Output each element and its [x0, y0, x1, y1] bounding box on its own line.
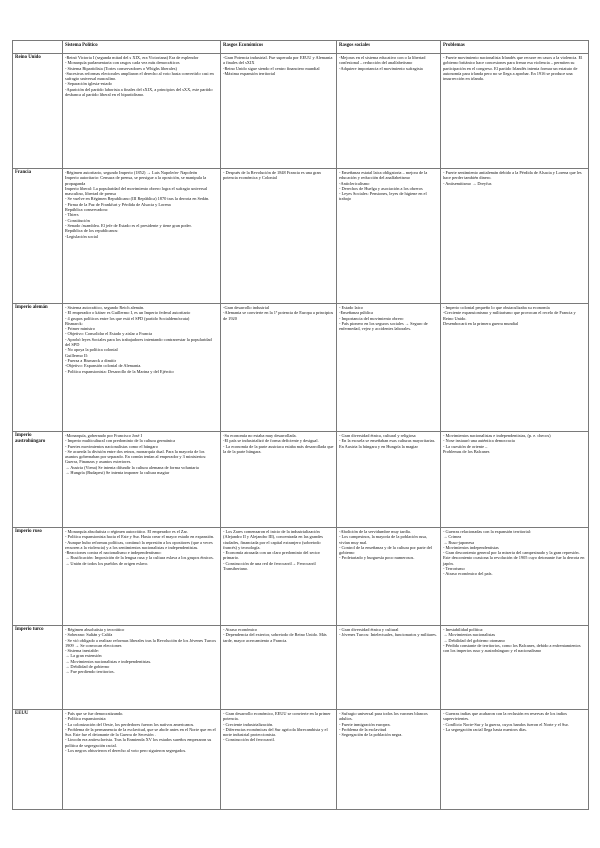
cell-politico: - País que se fue democratizando. - Política expansionista - La colonización del Oeste, los perdedores fueron los nativos americanos. - Problema de la permanencia de la esclavitud, que se abole antes en el Norte que en el Sur. Este fue el detonante de la Guerra de Secesión . - Lincoln era antiesclavista. Tras la Enmienda XV los estados sureños empezaron su política de segregación racial. - Los negros obtuvieron el derecho al voto pero siguieron segregados. [63, 709, 221, 809]
cell-economicos: - Los Zares comenzaron el inicio de la industrialización (Alejandro II y Alejandro III), concentrada en las grandes ciudades, financiada por el capital extranjero (sobretodo francés) y tecnología. - Economía atrasada con un claro predominio del sector primario. - Construcción de una red de ferrocarril→ Ferrocarril Transiberiano. [221, 527, 337, 625]
cell-sociales: - Gran diversidad étnica, cultural y religiosa - En la escuela se enseñaban esas culturas mayoritarias. En Austria la húngara y en Hungría la magiar [337, 431, 441, 527]
cell-sociales: -Abolición de la servidumbre muy tardía. - Los campesinos, la mayoría de la población rusa, vivían muy mal. - Control de la enseñanza y de la cultura por parte del gobierno - Proletariado y burguesía poco numerosos. [337, 527, 441, 625]
cell-sociales: - Sufragio universal para todos los varones blancos adultos. - Fuerte inmigración europea. - Problema de la esclavitud - Segregación de la población negra. [337, 709, 441, 809]
header-row [13, 41, 589, 54]
cell-problemas: - Imperio colonial pequeño lo que obstaculizaba su economía -Creciente expansionismo y militarismo que provocan el recelo de Francia y Reino Unido. Desembocará en la primera guerra mundial [441, 303, 589, 431]
cell-politico: - Monarquía absolutista o régimen autocrático. El emperador es el Zar. - Política expansionista hacia el Este y Sur. Hasta crear el mayor estado en expansión. - Aunque hubo reformas políticas, continuó la represión a los opositores (que a veces recurren a la violencia) y a los sentimientos nacionalistas e independentistas. -Reacciones contra el nacionalismo e independentismo: → Rusificación: Imposición de la lengua rusa y la cultura eslava a los grupos étnicos. → Unión de todos los pueblos de origen eslavo. [63, 527, 221, 625]
cell-sociales: - Estado laico -Enseñanza pública - Importancia del movimiento obrero - País pionero en los seguros sociales → Seguro de enfermedad, vejez y accidentes laborales. [337, 303, 441, 431]
table-row [13, 625, 589, 709]
table-row [13, 709, 589, 809]
table-row [13, 527, 589, 625]
cell-economicos: -Gran Potencia industrial. Fue superada por EEUU y Alemania a finales del sXIX -Reino Unido sigue siendo el centro financiero mundial -Máxima expansión territorial [221, 53, 337, 168]
header-country [13, 41, 63, 54]
cell-problemas: - Fuerte sentimiento antialemán debido a la Pérdida de Alsacia y Lorena que les hace perder también dinero. - Antisemitismo → Dreyfus [441, 168, 589, 303]
cell-problemas: - Guerras indias que acabaron con la reclusión en reservas de los indios supervivientes. - Conflicto Norte-Sur y la guerra, cuyos bandos fueron el Norte y el Sur. - La segregación racial llega hasta nuestros días. [441, 709, 589, 809]
header-problemas: Problemas [441, 41, 589, 54]
cell-problemas: - Movimientos nacionalistas e independentistas, (p. e. checos) - Nose instauró una auténtica democracia - La cuestión de oriente – Problemas de los Balcanes [441, 431, 589, 527]
header-politico: Sistema Político [63, 41, 221, 54]
cell-politico: - Régimen absolutista y teocrático - Soberano: Sultán y Califa - Se vió obligado a realizar reformas liberales tras la Revolución de los Jóvenes Turcos 1909 → Se convocan elecciones - Sistema inestable: → La gran extensión → Movimientos nacionalistas e independentistas. → Debilidad de gobierno → Fue perdiendo territorios. [63, 625, 221, 709]
header-sociales: Rasgos sociales [337, 41, 441, 54]
table-row [13, 168, 589, 303]
header-economicos: Rasgos Económicos [221, 41, 337, 54]
cell-politico: - Sistema autocrático, segundo Reich alemán. - El emperador o káiser es Guillermo I, es un Imperio federal autoritario - 4 grupos políticos entre los que está el SPD (partido Socialdemócrata) Bismarck: - Primer ministro - Objetivo: Consolidar el Estado y aislar a Francia - Aprobó leyes Sociales para los trabajadores intentando contrarrestar la popularidad del SPD - No apoya la política colonial Guillermo II: - Fuerza a Bismarck a dimitir -Objetivo: Expansión colonial de Alemania. - Política expansionista: Desarrollo de la Marina y del Ejército [63, 303, 221, 431]
row-country: EEUU [13, 709, 63, 809]
table-row [13, 303, 589, 431]
table-row [13, 53, 589, 168]
cell-economicos: - Gran desarrollo económico, EEUU se convierte en la primer potencia. - Creciente industrialización. - Diferencias económicas del Sur agrícola librecambista y el norte industrial proteccionista. - Construcción del ferrocarril. [221, 709, 337, 809]
cell-economicos: -Gran desarrollo industrial -Alemania se convierte en la 1ª potencia de Europa a principios de 1920 [221, 303, 337, 431]
row-country: Imperio ruso [13, 527, 63, 625]
cell-sociales: - Gran diversidad étnica y cultural - Jóvenes Turcos: Intelectuales, funcionarios y militares. [337, 625, 441, 709]
cell-politico: -Reinó Victoria I (segunda mitad del s XIX, era Victoriana) Era de esplendor - Monarquía parlamentaria con rasgos cada vez más democráticos - Sistema Bipartidista (Tories conservadores o Whighs liberales) -Sucesivas reformas electorales ampliaron el derecho al voto hasta convertirlo casi en sufragio universal masculino. - Separación iglesia-estado -Aparición del partido laborista a finales del sXIX, a principios del sXX, este partido desbanca al partido liberal en el bipartidismo. [63, 53, 221, 168]
cell-politico: -Monarquía, gobernado por Francisco José I - Imperio multicultural con predominio de la cultura germánica - Fuertes movimientos nacionalistas como el húngaro - Se acuerda la división entre dos reinos, monarquía dual. Para la mayoría de los asuntos gobernaban por separado. En común tenían al emperador y 3 ministerios: Guerra, Finanzas y asuntos exteriores. → Austria (Viena) Se intenta difundir la cultura alemana de forma voluntaria → Hungría (Budapest) Se intenta imponer la cultura magiar [63, 431, 221, 527]
cell-economicos: - Atraso económico - Dependencia del exterior, sobretodo de Reino Unido. Más tarde, mayor acercamiento a Francia. [221, 625, 337, 709]
row-country: Imperio alemán [13, 303, 63, 431]
row-country: Reino Unido [13, 53, 63, 168]
cell-economicos: -Su economía no estaba muy desarrollada. -El país se industrializó de forma deficiente y desigual. - La economía de la parte austriaca estaba más desarrollada que la de la parte húngara. [221, 431, 337, 527]
cell-problemas: - Fuerte movimiento nacionalista Irlandés que recurre en casos a la violencia. El gobierno británico hace concesiones para frenar esa violencia – permiten su participación en el congreso. El partido Irlandés intenta formar un estatuto de autonomía para irlanda pero no se llega a aprobar. En 1916 se produce una insurrección en irlanda. [441, 53, 589, 168]
cell-politico: -Régimen autoritario, segundo Imperio (1852) → Luis Napoleón- Napoleón Imperio autoritario: Censura de prensa, se persigue a la oposición, se manipula la propaganda Imperio liberal: La popularidad del movimiento obrero logra el sufragio universal masculino, libertad de prensa - Se vuelve en Régimen Republicano (III República) 1870 tras la derrota en Sedán. - Firma de la Paz de Frankfurt y Pérdida de Alsacia y Lorena República conservadora: - Thiers - Constitución - Senado /asamblea. El jefe de Estado es el presidente y tiene gran poder. República de los republicanos: -Legislación social [63, 168, 221, 303]
cell-problemas: - Inestabilidad política: → Movimientos nacionalistas → Debilidad del gobierno otomano - Pérdida constante de territorios, como los Balcanes, debido a enfrentamientos con los imperios ruso y austrohúngaro y el nacionalismo [441, 625, 589, 709]
cell-problemas: - Guerras relacionadas con la expansión territorial: → Crimea → Ruso-japonesa - Movimientos independentistas - Gran descontento general por la miseria del campesinado y la gran represión. Este descontento ocasiona la revolución de 1905 cuyo detonante fue la derrota en japón. - Terrorismo - Atraso económico del país. [441, 527, 589, 625]
comparison-table [12, 40, 589, 810]
row-country: Imperio austrohúngaro [13, 431, 63, 527]
row-country: Francia [13, 168, 63, 303]
row-country: Imperio turco [13, 625, 63, 709]
cell-sociales: - Enseñanza estatal laica obligatoria – mejora de la educación y reducción del analfabetismo -Anticlericalismo - Derechos de Huelga y asociación a los obreros - Leyes Sociales: Pensiones, leyes de higiene en el trabajo [337, 168, 441, 303]
cell-economicos: - Después de la Revolución de 1848 Francia es una gran potencia económica y Colonial [221, 168, 337, 303]
cell-sociales: -Mejoras en el sistema educativo con o la libertad confesional – reducción del analfabetismo -Adquiere importancia el movimiento sufragista [337, 53, 441, 168]
table-row [13, 431, 589, 527]
